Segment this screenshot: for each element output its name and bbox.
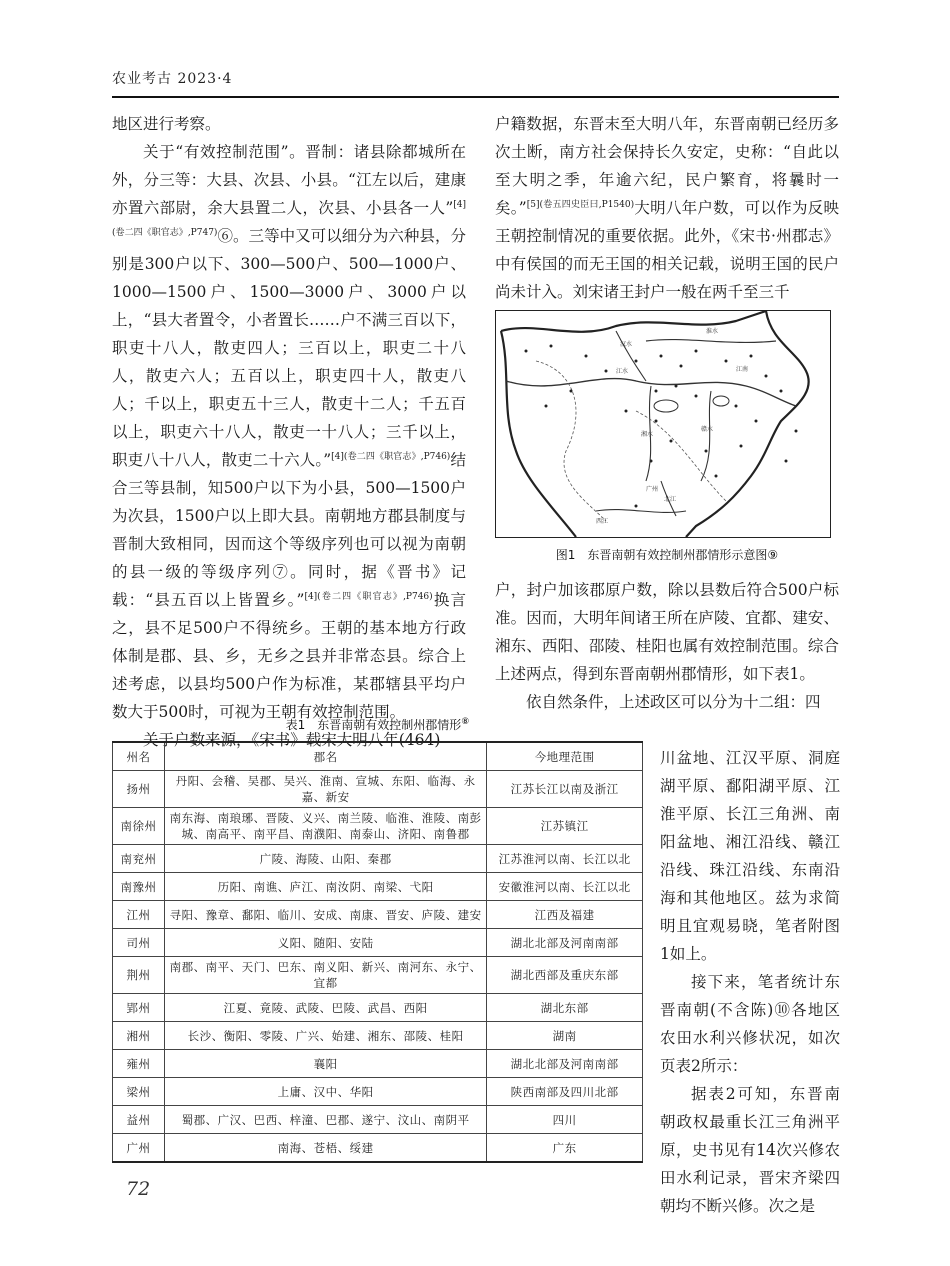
table-cell: 荆州: [113, 957, 165, 994]
table-cell: 郢州: [113, 994, 165, 1022]
table-cell: 梁州: [113, 1078, 165, 1106]
label-hanshui: 汉水: [620, 341, 633, 348]
label-guangzhou: 广州: [646, 486, 659, 493]
table-row: [113, 873, 643, 901]
table-cell: 南海、苍梧、绥建: [164, 1134, 486, 1163]
citation: [4](卷二四《职官志》,P747): [112, 199, 466, 238]
table-row: [113, 845, 643, 873]
label-xijiang: 西江: [596, 518, 609, 525]
table-row: [113, 771, 643, 808]
table-caption-note: ⑧: [461, 717, 470, 727]
label-huaishui: 淮水: [706, 328, 719, 335]
table-cell: 湖南: [487, 1022, 643, 1050]
table-cell: 雍州: [113, 1050, 165, 1078]
table-cell: 陕西南部及四川北部: [487, 1078, 643, 1106]
text-span: 换言之，县不足500户不得统乡。王朝的基本地方行政体制是郡、县、乡，无乡之县并非常态县。综合上述考虑，以县均500户作为标准，某郡辖县平均户数大于500时，可视为王朝有效控制范围。: [112, 591, 466, 721]
table-caption: [112, 716, 643, 733]
right-paragraph-5: 据表2可知，东晋南朝政权最重长江三角洲平原，史书见有14次兴修农田水利记录，晋宋齐梁四朝均不断兴修。次之是: [660, 1085, 840, 1215]
right-paragraph-3-head: 依自然条件，上述政区可以分为十二组：四: [526, 693, 821, 711]
table-cell: 寻阳、豫章、鄱阳、临川、安成、南康、晋安、庐陵、建安: [164, 901, 486, 929]
table-row: [113, 1050, 643, 1078]
table-row: [113, 901, 643, 929]
table-row: [113, 808, 643, 845]
right-paragraph-4: 接下来，笔者统计东晋南朝(不含陈)⑩各地区农田水利兴修状况，如次页表2所示：: [660, 973, 840, 1075]
right-paragraph-1: [495, 110, 839, 306]
poyang-lake: [713, 396, 729, 406]
table-header: 今地理范围: [487, 742, 643, 771]
table-cell: 益州: [113, 1106, 165, 1134]
yangtze-river: [506, 379, 796, 406]
citation: [4](卷二四《职官志》,P746): [304, 591, 433, 602]
table-cell: 广东: [487, 1134, 643, 1163]
table-row: [113, 957, 643, 994]
table-cell: 江西及福建: [487, 901, 643, 929]
text-span: 大明八年户数，可以作为反映王朝控制情况的重要依据。此外，《宋书·州郡志》中有侯国的而无王国的相关记载，说明王国的民户尚未计入。刘宋诸王封户一般在两千至三千: [495, 199, 839, 301]
gan-river: [701, 391, 714, 481]
table-row: [113, 929, 643, 957]
table-cell: 广陵、海陵、山阳、秦郡: [164, 845, 486, 873]
text-span: 结合三等县制，知500户以下为小县，500—1500户为次县，1500户以上即大县。南朝地方郡县制度与晋制大致相同，因而这个等级序列也可以视为南朝的县一级的等级序列⑦。同时，据《晋书》记载：“县五百以上皆置乡。”: [112, 451, 466, 609]
table-row: [113, 1106, 643, 1134]
table-body: [113, 771, 643, 1163]
table-cell: 上庸、汉中、华阳: [164, 1078, 486, 1106]
province-boundary: [536, 361, 606, 521]
table-cell: 南豫州: [113, 873, 165, 901]
table-cell: 历阳、南谯、庐江、南汝阴、南梁、弋阳: [164, 873, 486, 901]
table-caption-text: 表1 东晋南朝有效控制州郡情形: [285, 718, 462, 732]
table-cell: 安徽淮河以南、长江以北: [487, 873, 643, 901]
table-cell: 江夏、竟陵、武陵、巴陵、武昌、西阳: [164, 994, 486, 1022]
table-cell: 江州: [113, 901, 165, 929]
table-cell: 义阳、随阳、安陆: [164, 929, 486, 957]
table-cell: 长沙、衡阳、零陵、广兴、始建、湘东、邵陵、桂阳: [164, 1022, 486, 1050]
table-cell: 南徐州: [113, 808, 165, 845]
table-cell: 襄阳: [164, 1050, 486, 1078]
table-cell: 蜀郡、广汉、巴西、梓潼、巴郡、遂宁、汶山、南阴平: [164, 1106, 486, 1134]
table-cell: 湖北北部及河南南部: [487, 1050, 643, 1078]
citation: [5](卷五四史臣曰,P1540): [526, 199, 635, 210]
right-column-top: [495, 110, 839, 306]
table-row: [113, 1078, 643, 1106]
label-xiangshui: 湘水: [641, 431, 654, 438]
left-paragraph-3: 关于户数来源，《宋书》载宋大明八年(464): [143, 731, 441, 749]
table-1: [112, 741, 643, 1163]
table-row: [113, 1134, 643, 1163]
table-cell: 南兖州: [113, 845, 165, 873]
left-paragraph-2: [112, 138, 466, 726]
city-markers: [525, 345, 798, 508]
figure-caption: 图1 东晋南朝有效控制州郡情形示意图⑨: [555, 548, 779, 562]
table-cell: 江苏镇江: [487, 808, 643, 845]
label-jiangshui: 江水: [616, 368, 629, 375]
text-span: ⑥。三等中又可以细分为六种县，分别是300户以下、300—500户、500—1000户、1000—1500户、1500—3000户、3000户以上，“县大者置令，小者置长……户不满三百以下，职吏十八人，散吏四人；三百以上，职吏二十八人，散吏六人；五百以上，职吏四十人，散吏八人；千以上，职吏五十三人，散吏十二人；千五百以上，职吏六十八人，散吏一十八人；三千以上，职吏八十八人，散吏二十六人。”: [112, 227, 466, 469]
page-number: 72: [126, 1178, 151, 1200]
table-header: 州名: [113, 742, 165, 771]
table-row: [113, 994, 643, 1022]
table-cell: 湘州: [113, 1022, 165, 1050]
figure-map: [495, 310, 831, 538]
table-header: 郡名: [164, 742, 486, 771]
table-cell: 江苏长江以南及浙江: [487, 771, 643, 808]
table-cell: 扬州: [113, 771, 165, 808]
label-ganshui: 赣水: [701, 426, 714, 433]
text-span: 户籍数据，东晋末至大明八年，东晋南朝已经历多次土断，南方社会保持长久安定，史称：“自此以至大明之季，年逾六纪，民户繁育，将曩时一矣。”: [495, 115, 839, 217]
journal-header: 农业考古 2023·4: [112, 71, 233, 87]
table-cell: 南郡、南平、天门、巴东、南义阳、新兴、南河东、永宁、宜都: [164, 957, 486, 994]
northern-boundary: [501, 311, 766, 332]
table-cell: 四川: [487, 1106, 643, 1134]
table-cell: 湖北西部及重庆东部: [487, 957, 643, 994]
right-narrow-column: [660, 744, 840, 1220]
huai-river: [646, 340, 776, 343]
right-column-bottom: [495, 576, 839, 716]
coastline: [686, 311, 809, 537]
map-svg: [496, 311, 830, 537]
dongting-lake: [654, 400, 678, 412]
left-paragraph-1: 地区进行考察。: [112, 115, 221, 133]
table-cell: 广州: [113, 1134, 165, 1163]
table-cell: 湖北东部: [487, 994, 643, 1022]
right-paragraph-2: 户，封户加该郡原户数，除以县数后符合500户标准。因而，大明年间诸王所在庐陵、宜都、建安、湘东、西阳、邵陵、桂阳也属有效控制范围。综合上述两点，得到东晋南朝州郡情形，如下表1。: [495, 581, 839, 683]
table-cell: 丹阳、会稽、吴郡、吴兴、淮南、宣城、东阳、临海、永嘉、新安: [164, 771, 486, 808]
table-cell: 南东海、南琅琊、晋陵、义兴、南兰陵、临淮、淮陵、南彭城、南高平、南平昌、南濮阳、南泰山、济阳、南鲁郡: [164, 808, 486, 845]
table-cell: 江苏淮河以南、长江以北: [487, 845, 643, 873]
left-column: [112, 110, 466, 754]
table-header-row: [113, 742, 643, 771]
label-jiangnan: 江南: [736, 366, 749, 373]
text-span: 关于“有效控制范围”。晋制：诸县除都城所在外，分三等：大县、次县、小县。“江左以后，建康亦置六部尉，余大县置二人，次县、小县各一人”: [112, 143, 466, 217]
header-rule: [112, 96, 839, 98]
citation: [4](卷二四《职官志》,P746): [331, 451, 451, 462]
label-beijiang: 北江: [664, 496, 677, 503]
table-cell: 湖北北部及河南南部: [487, 929, 643, 957]
table-row: [113, 1022, 643, 1050]
right-paragraph-3-rest: 川盆地、江汉平原、洞庭湖平原、鄱阳湖平原、江淮平原、长江三角洲、南阳盆地、湘江沿线、赣江沿线、珠江沿线、东南沿海和其他地区。兹为求简明且宜观易晓，笔者附图1如上。: [660, 749, 840, 963]
table-cell: 司州: [113, 929, 165, 957]
